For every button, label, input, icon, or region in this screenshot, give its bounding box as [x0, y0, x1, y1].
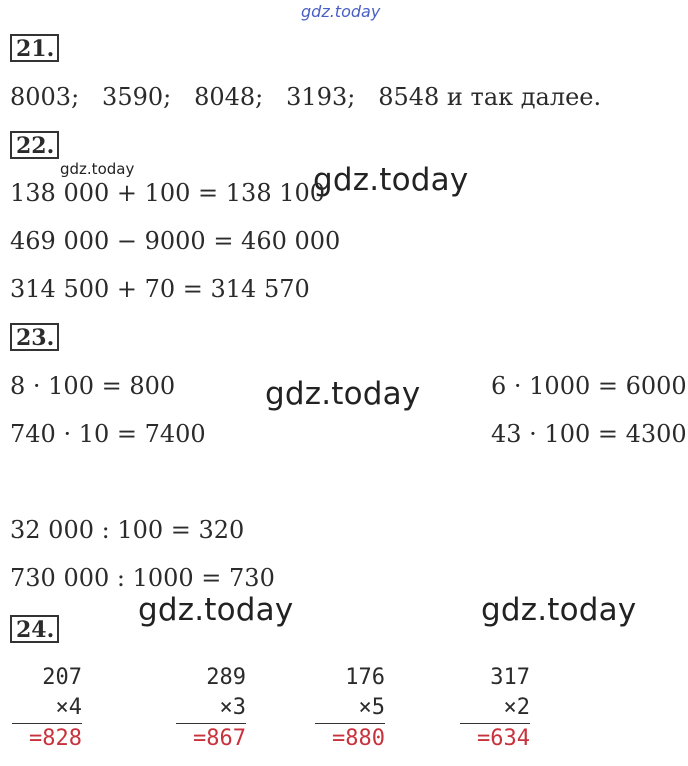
task-number-21: [10, 34, 59, 62]
multiplicand: 176: [345, 665, 385, 690]
task-number-23-dot: .: [46, 325, 55, 351]
multiplier: ×5: [358, 695, 385, 720]
task-21-answer: 8003; 3590; 8048; 3193; 8548 и так далее.: [10, 83, 602, 111]
task-23-right-2: 43 · 100 = 4300: [491, 420, 687, 448]
task-number-22-label: 22: [16, 133, 47, 159]
task-23-left-2: 740 · 10 = 7400: [10, 420, 206, 448]
product: =634: [477, 726, 530, 751]
multiplicand: 289: [206, 665, 246, 690]
multiplicand: 207: [42, 665, 82, 690]
task-23-bottom-1: 32 000 : 100 = 320: [10, 516, 245, 544]
task-number-24: [10, 615, 59, 643]
task-22-line-3: 314 500 + 70 = 314 570: [10, 275, 310, 303]
watermark-top: gdz.today: [301, 2, 381, 21]
task-number-24-label: 24: [16, 617, 47, 643]
watermark-small: gdz.today: [60, 160, 135, 178]
task-number-23: [10, 323, 59, 351]
task-23-right-1: 6 · 1000 = 6000: [491, 372, 687, 400]
task-number-21-dot: .: [46, 36, 55, 62]
task-number-24-dot: .: [46, 617, 55, 643]
watermark-big-3: gdz.today: [138, 592, 294, 628]
task-number-21-label: 21: [16, 36, 47, 62]
product: =880: [332, 726, 385, 751]
multiplier: ×2: [503, 695, 530, 720]
multiplier: ×4: [55, 695, 82, 720]
watermark-big-2: gdz.today: [265, 376, 421, 412]
product: =867: [193, 726, 246, 751]
task-number-23-label: 23: [16, 325, 47, 351]
task-22-line-2: 469 000 − 9000 = 460 000: [10, 227, 341, 255]
multiplier: ×3: [219, 695, 246, 720]
task-23-bottom-2: 730 000 : 1000 = 730: [10, 564, 275, 592]
product: =828: [29, 726, 82, 751]
watermark-big-1: gdz.today: [313, 162, 469, 198]
watermark-big-4: gdz.today: [481, 592, 637, 628]
multiplication-column-4: [460, 663, 530, 754]
multiplication-column-2: [176, 663, 246, 754]
task-number-22: [10, 131, 59, 159]
multiplication-column-3: [315, 663, 385, 754]
multiplication-column-1: [12, 663, 82, 754]
multiplicand: 317: [490, 665, 530, 690]
task-22-line-1: 138 000 + 100 = 138 100: [10, 179, 326, 207]
task-number-22-dot: .: [46, 133, 55, 159]
task-23-left-1: 8 · 100 = 800: [10, 372, 176, 400]
